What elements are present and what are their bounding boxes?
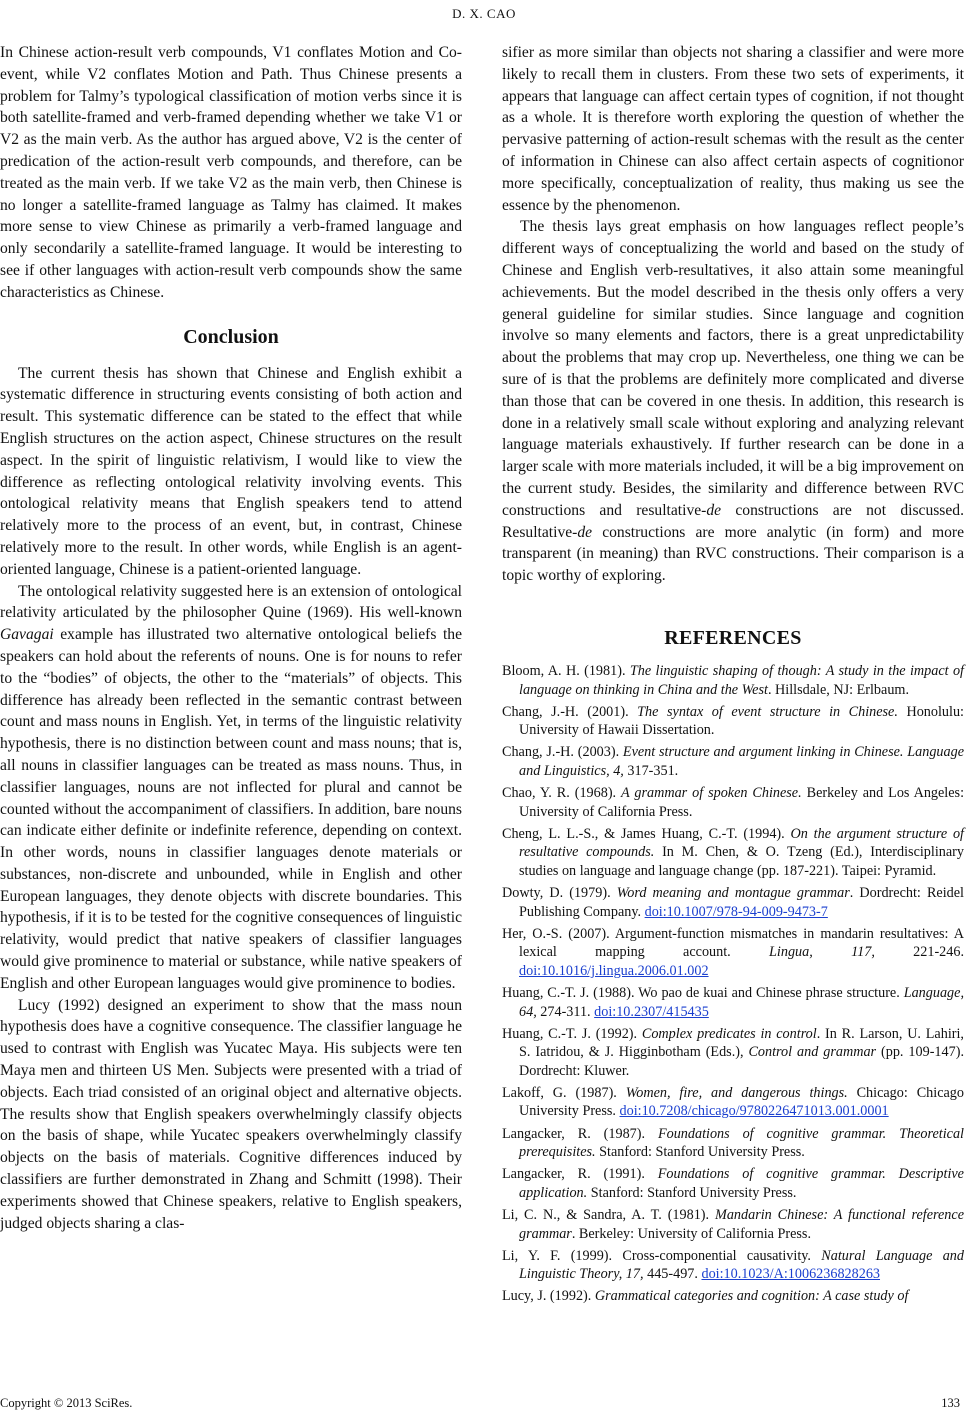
- reference-entry: [502, 884, 964, 921]
- reference-text: Huang, C.-T. J. (1992).: [502, 1025, 642, 1042]
- reference-italic: Word meaning and montague grammar: [616, 884, 850, 901]
- reference-text: Cheng, L. L.-S., & James Huang, C.-T. (1994).: [502, 825, 791, 842]
- reference-entry: [502, 1206, 964, 1243]
- paragraph-ontological-relativity: [0, 581, 462, 995]
- reference-text: . Dordrecht: Reidel Publishing Company.: [519, 884, 964, 920]
- paragraph-text: The ontological relativity suggested here is an extension of ontological relativity articulated by the philosopher Quine (1969). His well-known: [0, 582, 462, 622]
- reference-italic: The syntax of event structure in Chinese.: [637, 703, 898, 720]
- paragraph-systematic-difference: [0, 363, 462, 581]
- reference-italic: Grammatical categories and cognition: A case study of: [594, 1288, 909, 1305]
- doi-link[interactable]: doi:10.1023/A:1006236828263: [701, 1266, 881, 1283]
- reference-italic: Natural Language and Linguistic Theory, 17,: [519, 1247, 964, 1283]
- reference-text: Stanford: Stanford University Press.: [587, 1184, 797, 1201]
- paragraph-text: sifier as more similar than objects not sharing a classifier and were more likely to recall them in clusters. From these two sets of experiments, it appears that language can affect certain types of cognition, if not thought as a whole. It is therefore worth exploring the question of whether the pervasive patterning of action-result schemas with the result as the center of information in Chinese can also affect certain aspects of cognitionor more specifically, conceptualization of reality, thus making us see the essence by the phenomenon.: [502, 44, 964, 214]
- reference-text: Berkeley and Los Angeles: University of California Press.: [519, 784, 965, 820]
- reference-text: Her, O.-S. (2007). Argument-function mismatches in mandarin resultatives: A lexical mapping account.: [502, 925, 964, 961]
- reference-text: 221-246.: [874, 944, 965, 961]
- reference-text: Bloom, A. H. (1981).: [502, 662, 630, 679]
- reference-italic: Language, 64,: [519, 984, 964, 1020]
- reference-italic: Control and grammar: [748, 1044, 877, 1061]
- reference-italic: Women, fire, and dangerous things.: [625, 1084, 848, 1101]
- reference-entry: [502, 825, 964, 881]
- paragraph-thesis-limitations: [502, 216, 964, 587]
- reference-entry: [502, 662, 964, 699]
- paragraph-text: constructions are not discussed. Resultative-: [502, 501, 964, 541]
- reference-italic: On the argument structure of resultative compounds.: [519, 825, 964, 861]
- paragraph-text: example has illustrated two alternative ontological beliefs the speakers can hold about the referents of nouns. One is for nouns to refer to the “bodies” of objects, the other to the “materials” of objects. This difference has already been reflected in the semantic contrast between count and mass nouns in English. Yet, in terms of the linguistic relativity hypothesis, there is no distinction between count and mass nouns; that is, all nouns in classifier languages can be treated as mass nouns. Thus, in classifier languages, nouns are not inflected for plural and cannot be counted without the accompaniment of classifiers. In addition, bare nouns can indicate either definite or indefinite reference, depending on context. In other words, nouns in classifier languages denote materials or substances, non-discrete and unbounded, while in English and other European languages, they denote objects with discrete boundaries. This hypothesis, if it is to be tested for the cognitive consequences of linguistic relativity, would predict that native speakers of classifier languages would give prominence to material or substance, while native speakers of English and other European languages would give prominence to bodies.: [0, 626, 462, 992]
- reference-italic: Event structure and argument linking in Chinese. Language and Linguistics, 4,: [519, 744, 965, 779]
- paragraph-text: In Chinese action-result verb compounds, V1 conflates Motion and Co-event, while V2 conflates Motion and Path. Thus Chinese presents a problem for Talmy’s typological classification of motion verbs since it is both satellite-framed and verb-framed depending whether we take V1 or V2 as the main verb. As the author has argued above, V2 is the center of predication of the action-result verb compounds, and therefore, can be treated as the main verb. If we take V2 as the main verb, then Chinese is no longer a satellite-framed language as Talmy has claimed. It makes more sense to view Chinese as primarily a verb-framed language and only secondarily a satellite-framed language. It would be interesting to see if other languages with action-result verb compounds show the same characteristics as Chinese.: [0, 44, 462, 301]
- reference-text: Li, Y. F. (1999). Cross-componential causativity.: [502, 1247, 822, 1264]
- paragraph-text: The thesis lays great emphasis on how languages reflect people’s different ways of conceptualizing the world and based on the study of Chinese and English verb-resultatives, it also attain some meaningful achievements. But the model described in the thesis only offers a very general guideline for similar studies. Since language and cognition involve so many elements and factors, there is a great unpredictability about the problems that may crop up. Nevertheless, one thing we can be sure of is that the problems are definitely more complicated and diverse than those that can be covered in one thesis. In addition, this research is done in a relatively small scale without exploring and analyzing relevant language materials exhaustively. If further research can be done in a larger scale with more materials included, it will be a big improvement on the current study. Besides, the similarity and difference between RVC constructions and resultative-: [502, 218, 964, 519]
- reference-text: Honolulu: University of Hawaii Dissertation.: [519, 703, 964, 739]
- paragraph-lucy-experiment: [0, 995, 462, 1235]
- references-heading: REFERENCES: [664, 626, 802, 649]
- reference-entry: [502, 703, 964, 740]
- reference-text: Chicago: Chicago University Press.: [519, 1084, 964, 1120]
- reference-text: (pp. 109-147). Dordrecht: Kluwer.: [519, 1044, 964, 1079]
- paragraph-italic: de: [706, 501, 722, 519]
- reference-entry: [502, 1165, 964, 1202]
- reference-text: In M. Chen, & O. Tzeng (Ed.), Interdisciplinary studies on language and language change (pp. 187-221). Taipei: Pyramid.: [519, 844, 964, 879]
- paragraph-italic: Gavagai: [0, 626, 54, 644]
- reference-text: . In R. Larson, U. Lahiri, S. Iatridou, & J. Higginbotham (Eds.),: [519, 1025, 964, 1061]
- reference-italic: Mandarin Chinese: A functional reference grammar: [519, 1206, 964, 1242]
- running-head: D. X. CAO: [452, 6, 516, 21]
- reference-text: Stanford: Stanford University Press.: [595, 1144, 805, 1161]
- doi-link[interactable]: doi:10.2307/415435: [594, 1003, 709, 1020]
- reference-italic: Lingua, 117,: [769, 944, 875, 961]
- reference-text: Langacker, R. (1991).: [502, 1166, 658, 1183]
- reference-text: . Hillsdale, NJ: Erlbaum.: [767, 681, 910, 698]
- reference-text: Chang, J.-H. (2001).: [502, 703, 638, 720]
- reference-text: Lucy, J. (1992).: [502, 1288, 595, 1305]
- reference-text: Chao, Y. R. (1968).: [502, 784, 622, 801]
- reference-list: [502, 662, 964, 1306]
- reference-italic: A grammar of spoken Chinese.: [621, 784, 802, 801]
- reference-italic: The linguistic shaping of though: A study in the impact of language on thinking in China and the West: [519, 662, 964, 698]
- reference-text: 274-311.: [536, 1003, 595, 1020]
- doi-link[interactable]: doi:10.1007/978-94-009-9473-7: [644, 903, 828, 920]
- reference-text: Dowty, D. (1979).: [502, 884, 617, 901]
- reference-text: Li, C. N., & Sandra, A. T. (1981).: [502, 1206, 715, 1223]
- reference-text: . Berkeley: University of California Press.: [571, 1225, 811, 1242]
- doi-link[interactable]: doi:10.1016/j.lingua.2006.01.002: [519, 962, 709, 979]
- reference-text: 317-351.: [623, 762, 679, 779]
- paragraph-classifier-recall: [502, 42, 964, 216]
- reference-entry: [502, 1084, 964, 1121]
- reference-text: Chang, J.-H. (2003).: [502, 744, 623, 761]
- reference-entry: [502, 1247, 964, 1284]
- right-column: [502, 42, 964, 1309]
- reference-entry: [502, 984, 964, 1021]
- reference-entry: [502, 925, 964, 981]
- reference-italic: Complex predicates in control: [641, 1025, 817, 1042]
- paragraph-text: Lucy (1992) designed an experiment to show that the mass noun hypothesis does have a cognitive consequence. The classifier language he used to contrast with English was Yucatec Maya. His subjects were ten Maya men and thirteen US Men. Subjects were presented with a triad of objects. Each triad consisted of an original object and alternative objects. The results show that English speakers overwhelmingly classify objects on the basis of shape, while Yucatec speakers overwhelmingly classify objects on the basis of materials. Cognitive differences induced by classifiers are further demonstrated in Zhang and Schmitt (1998). Their experiments showed that Chinese speakers, relative to English speakers, judged objects sharing a clas-: [0, 996, 462, 1232]
- page-number: 133: [941, 1396, 960, 1410]
- reference-italic: Foundations of cognitive grammar. Descriptive application.: [519, 1166, 964, 1201]
- reference-entry: [502, 1025, 964, 1081]
- reference-text: Langacker, R. (1987).: [502, 1125, 658, 1142]
- left-column: [0, 42, 462, 1234]
- doi-link[interactable]: doi:10.7208/chicago/9780226471013.001.0001: [619, 1103, 889, 1120]
- paragraph-motion-verbs: [0, 42, 462, 304]
- reference-text: 445-497.: [643, 1266, 702, 1283]
- reference-text: Lakoff, G. (1987).: [502, 1084, 626, 1101]
- reference-entry: [502, 1125, 964, 1162]
- reference-entry: [502, 1287, 964, 1306]
- paragraph-text: constructions are more analytic (in form) and more transparent (in meaning) than RVC constructions. Their comparison is a topic worthy of exploring.: [502, 523, 964, 585]
- conclusion-heading: Conclusion: [183, 325, 279, 348]
- reference-italic: Foundations of cognitive grammar. Theoretical prerequisites.: [519, 1125, 964, 1161]
- reference-text: Huang, C.-T. J. (1988). Wo pao de kuai and Chinese phrase structure.: [502, 984, 904, 1001]
- paragraph-text: The current thesis has shown that Chinese and English exhibit a systematic difference in structuring events consisting of both action and result. This systematic difference can be stated to the effect that while English structures on the action aspect, Chinese structures on the result aspect. In the spirit of linguistic relativism, I would like to view the difference as reflecting ontological relativity involving events. This ontological relativity means that English speakers tend to attend relatively more to the process of an event, but, in contrast, Chinese relatively more to the result. In other words, while English is an agent-oriented language, Chinese is a patient-oriented language.: [0, 364, 462, 578]
- copyright-footer: Copyright © 2013 SciRes.: [0, 1396, 133, 1410]
- reference-entry: [502, 743, 964, 780]
- reference-entry: [502, 784, 964, 821]
- paragraph-italic: de: [577, 523, 593, 541]
